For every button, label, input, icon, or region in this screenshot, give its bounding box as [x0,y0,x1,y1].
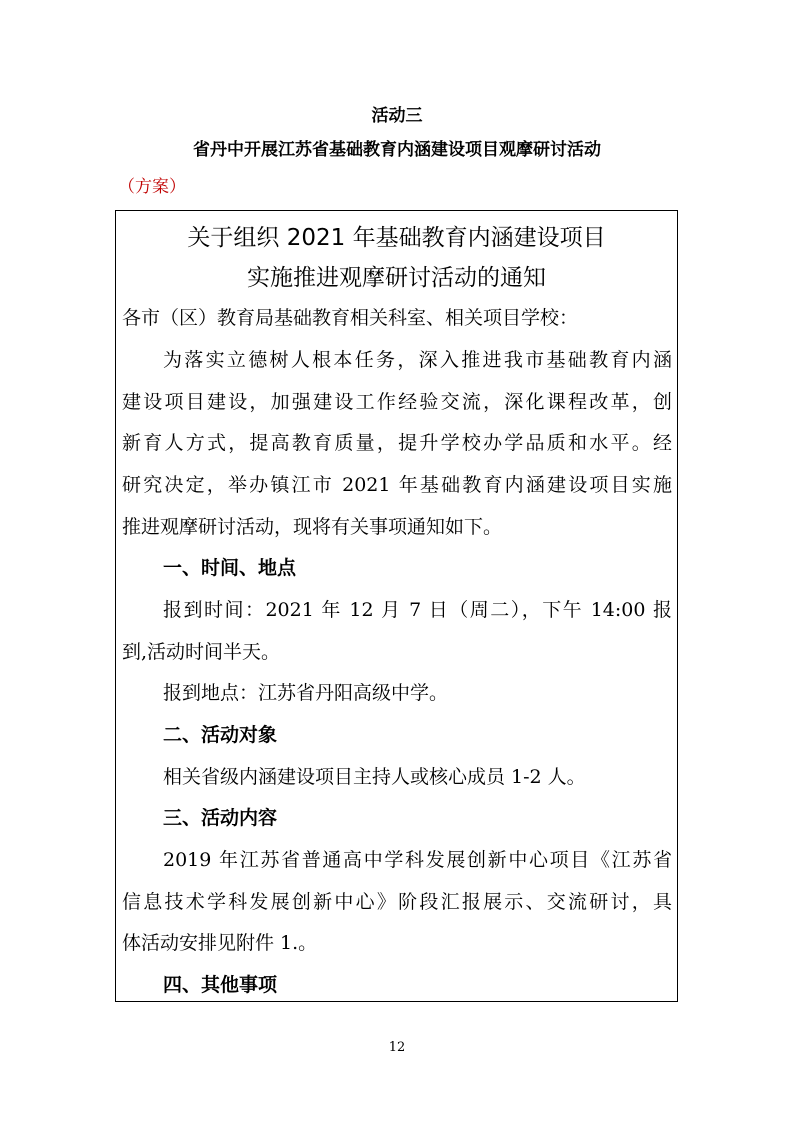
notice-box [115,210,678,1002]
intro-line: 建设项目建设，加强建设工作经验交流，深化课程改革，创 [122,391,672,413]
section-heading-content: 三、活动内容 [163,807,278,829]
section-line: 体活动安排见附件 1.。 [122,932,318,954]
page-number: 12 [388,1040,406,1055]
intro-line: 推进观摩研讨活动，现将有关事项通知如下。 [122,516,503,538]
section-heading-other: 四、其他事项 [163,974,278,996]
activity-title: 省丹中开展江苏省基础教育内涵建设项目观摩研讨活动 [193,140,601,160]
section-line: 2019 年江苏省普通高中学科发展创新中心项目《江苏省 [163,849,672,871]
section-line: 报到时间：2021 年 12 月 7 日（周二），下午 14:00 报 [163,599,672,621]
activity-label: 活动三 [371,106,423,126]
section-line: 信息技术学科发展创新中心》阶段汇报展示、交流研讨，具 [122,891,672,913]
notice-title-line-2: 实施推进观摩研讨活动的通知 [247,265,546,291]
intro-line: 新育人方式，提高教育质量，提升学校办学品质和水平。经 [122,432,672,454]
notice-title-line-1: 关于组织 2021 年基础教育内涵建设项目 [187,225,606,251]
intro-line: 为落实立德树人根本任务，深入推进我市基础教育内涵 [163,349,672,371]
section-heading-time-place: 一、时间、地点 [163,557,297,579]
section-heading-target: 二、活动对象 [163,724,278,746]
section-line: 报到地点：江苏省丹阳高级中学。 [163,682,449,704]
section-line: 相关省级内涵建设项目主持人或核心成员 1-2 人。 [163,766,586,788]
section-line: 到,活动时间半天。 [122,641,281,663]
intro-line: 研究决定，举办镇江市 2021 年基础教育内涵建设项目实施 [122,474,672,496]
salutation: 各市（区）教育局基础教育相关科室、相关项目学校： [122,307,579,329]
plan-label: （方案） [118,177,186,197]
